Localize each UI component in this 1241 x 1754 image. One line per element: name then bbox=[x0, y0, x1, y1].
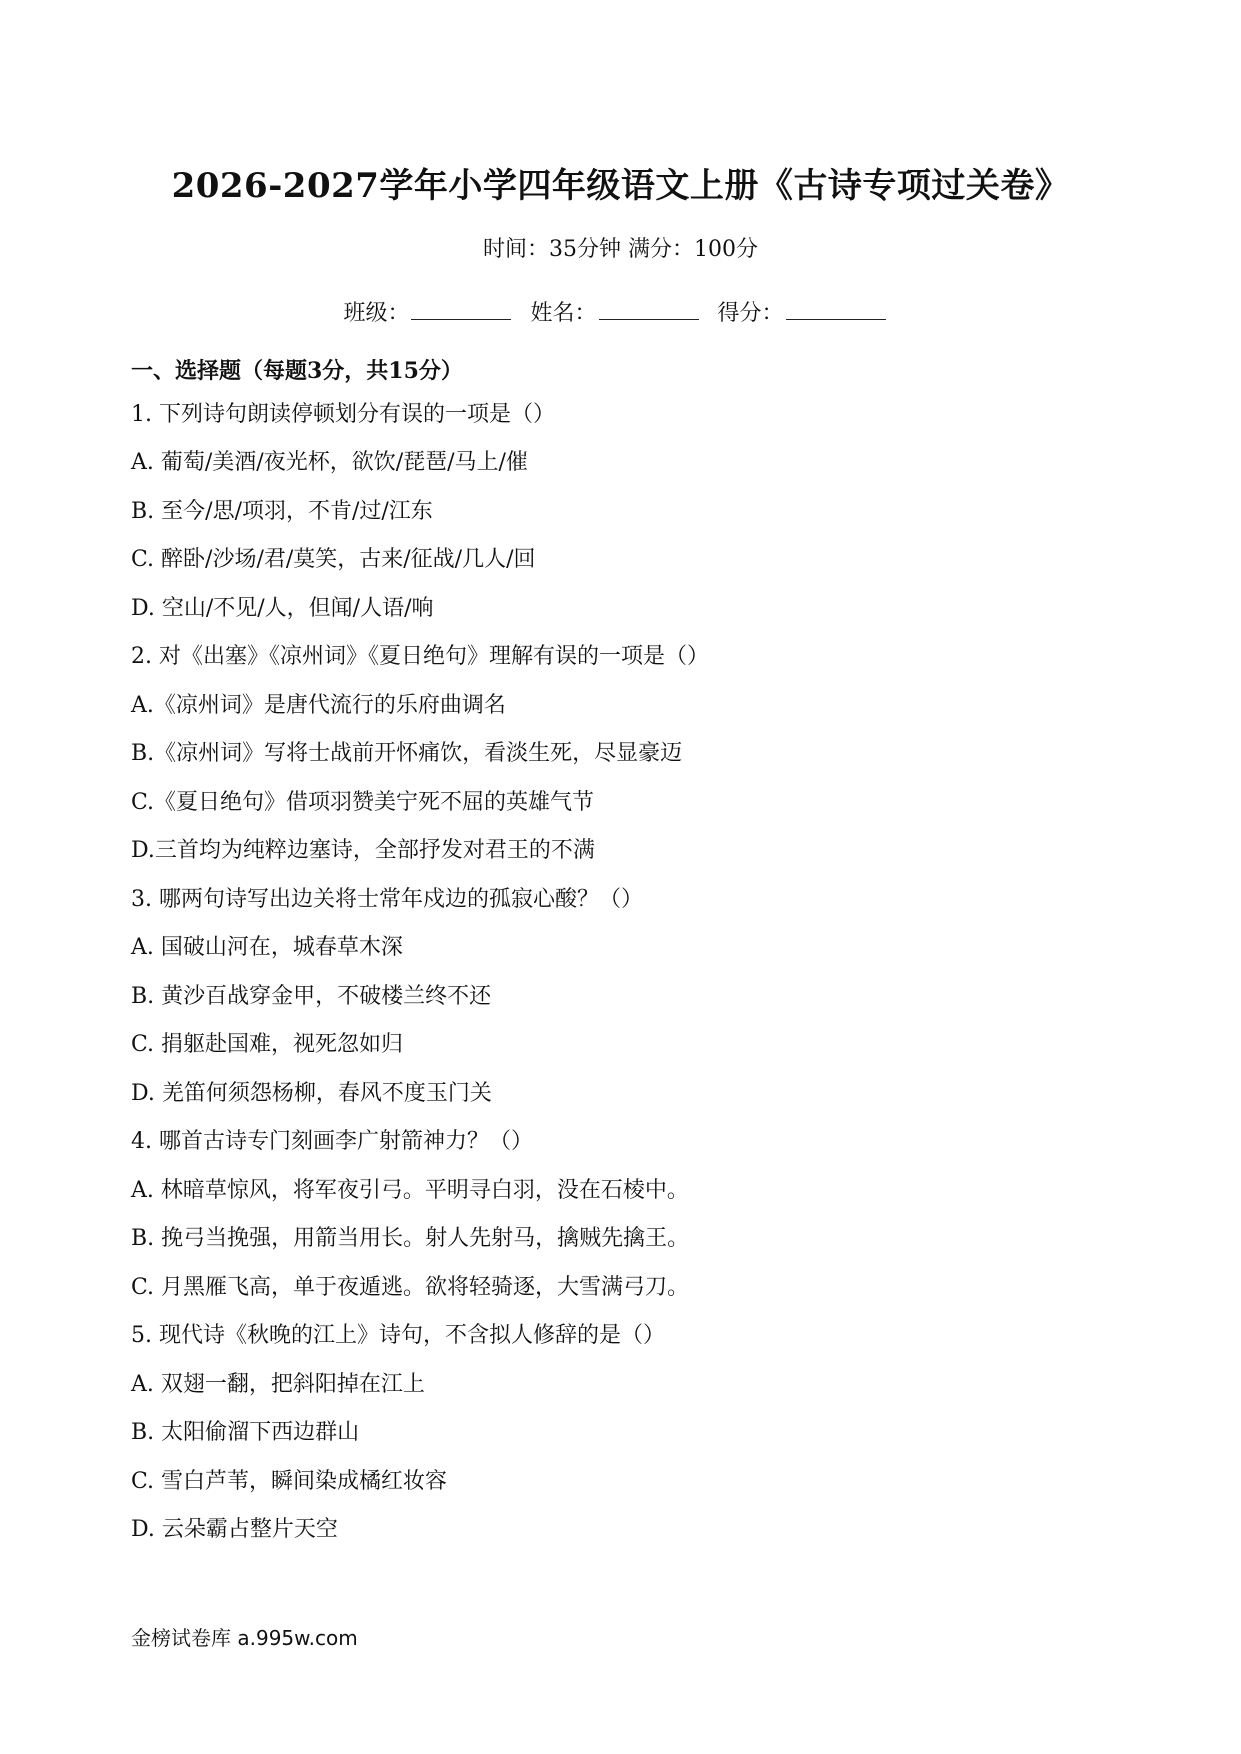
student-info-row bbox=[0, 296, 1241, 327]
answer-option: D. 云朵霸占整片天空 bbox=[131, 1517, 338, 1542]
question-stem: 3. 哪两句诗写出边关将士常年戍边的孤寂心酸？（） bbox=[131, 887, 643, 912]
answer-option: D. 羌笛何须怨杨柳，春风不度玉门关 bbox=[131, 1081, 492, 1106]
class-label: 班级： bbox=[343, 301, 410, 326]
question-stem: 5. 现代诗《秋晚的江上》诗句，不含拟人修辞的是（） bbox=[131, 1323, 665, 1348]
answer-option: A.《凉州词》是唐代流行的乐府曲调名 bbox=[131, 693, 506, 718]
answer-option: C. 醉卧/沙场/君/莫笑，古来/征战/几人/回 bbox=[131, 547, 536, 572]
answer-option: B. 至今/思/项羽，不肯/过/江东 bbox=[131, 499, 433, 524]
answer-option: B. 黄沙百战穿金甲，不破楼兰终不还 bbox=[131, 984, 492, 1009]
exam-time-score: 时间：35分钟 满分：100分 bbox=[483, 237, 758, 262]
score-label: 得分： bbox=[717, 301, 784, 326]
answer-option: C. 月黑雁飞高，单于夜遁逃。欲将轻骑逐，大雪满弓刀。 bbox=[131, 1275, 690, 1300]
score-blank[interactable] bbox=[786, 299, 886, 320]
question-stem: 4. 哪首古诗专门刻画李广射箭神力？（） bbox=[131, 1129, 533, 1154]
answer-option: D.三首均为纯粹边塞诗，全部抒发对君王的不满 bbox=[131, 838, 595, 863]
name-blank[interactable] bbox=[599, 299, 699, 320]
section-heading: 一、选择题（每题3分，共15分） bbox=[131, 358, 463, 384]
question-stem: 1. 下列诗句朗读停顿划分有误的一项是（） bbox=[131, 402, 555, 427]
question-stem: 2. 对《出塞》《凉州词》《夏日绝句》理解有误的一项是（） bbox=[131, 644, 709, 669]
answer-option: A. 葡萄/美酒/夜光杯，欲饮/琵琶/马上/催 bbox=[131, 450, 528, 475]
answer-option: C.《夏日绝句》借项羽赞美宁死不屈的英雄气节 bbox=[131, 790, 595, 815]
answer-option: B. 太阳偷溜下西边群山 bbox=[131, 1420, 360, 1445]
answer-option: B. 挽弓当挽强，用箭当用长。射人先射马，擒贼先擒王。 bbox=[131, 1226, 690, 1251]
footer-source: 金榜试卷库 a.995w.com bbox=[131, 1626, 358, 1650]
name-label: 姓名： bbox=[530, 301, 597, 326]
answer-option: C. 雪白芦苇，瞬间染成橘红妆容 bbox=[131, 1469, 448, 1494]
answer-option: A. 双翅一翻，把斜阳掉在江上 bbox=[131, 1372, 425, 1397]
answer-option: D. 空山/不见/人，但闻/人语/响 bbox=[131, 596, 434, 621]
page-title: 2026-2027学年小学四年级语文上册《古诗专项过关卷》 bbox=[171, 166, 1070, 206]
answer-option: A. 国破山河在，城春草木深 bbox=[131, 935, 403, 960]
answer-option: A. 林暗草惊风，将军夜引弓。平明寻白羽，没在石棱中。 bbox=[131, 1178, 689, 1203]
answer-option: B.《凉州词》写将士战前开怀痛饮，看淡生死，尽显豪迈 bbox=[131, 741, 683, 766]
class-blank[interactable] bbox=[411, 299, 511, 320]
answer-option: C. 捐躯赴国难，视死忽如归 bbox=[131, 1032, 404, 1057]
